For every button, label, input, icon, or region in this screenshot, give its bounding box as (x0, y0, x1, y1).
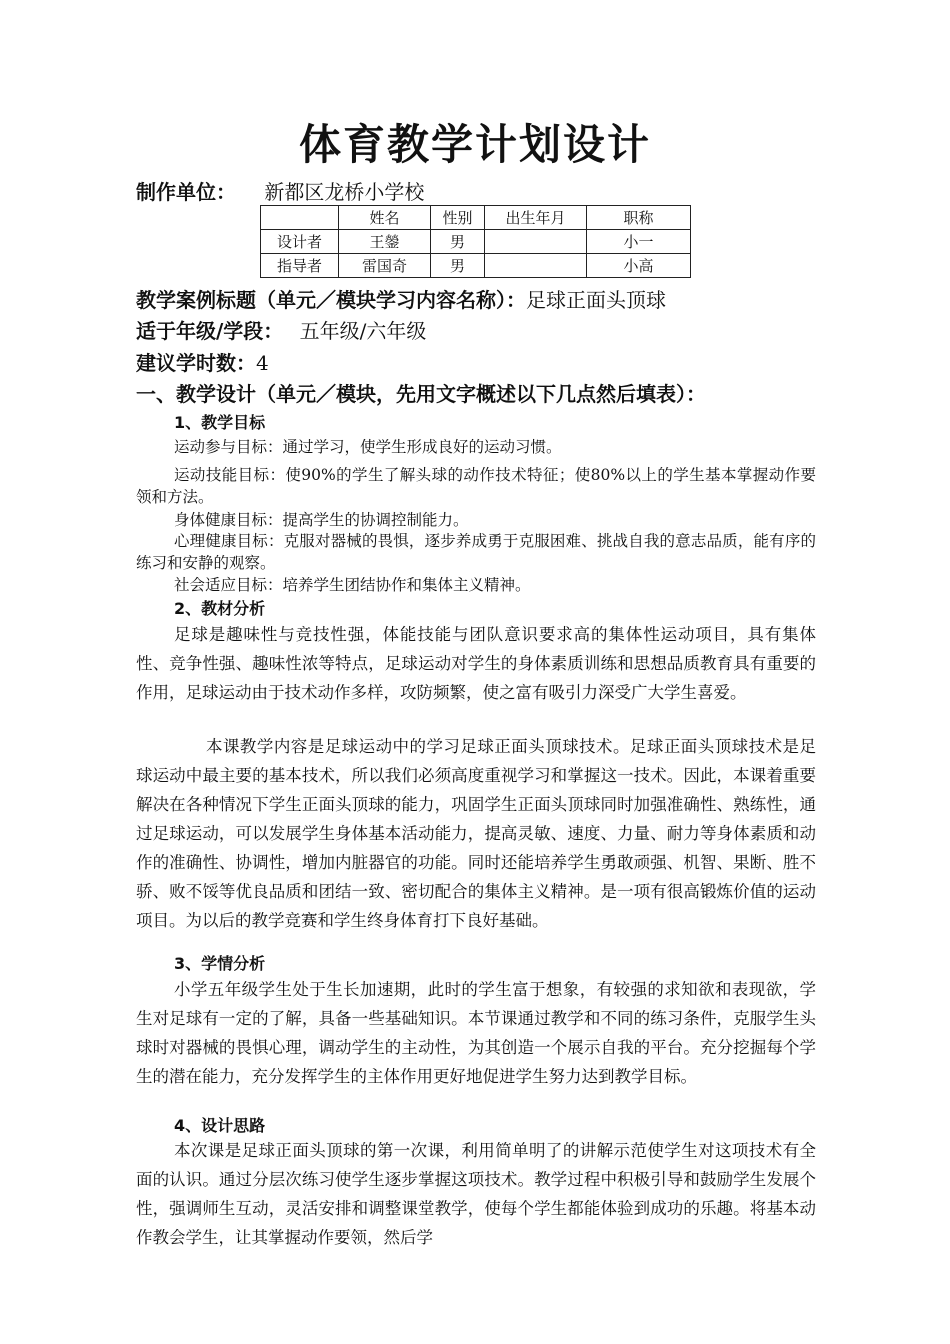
staff-table (260, 205, 691, 278)
section-heading-label: 一、教学设计（单元／模块，先用文字概述以下几点然后填表）： (136, 382, 706, 406)
grade-line (136, 315, 426, 344)
table-header-cell: 姓名 (339, 206, 431, 230)
table-cell: 男 (431, 230, 485, 254)
table-cell: 小高 (587, 254, 691, 278)
table-cell (485, 230, 587, 254)
objective-social: 社会适应目标：培养学生团结协作和集体主义精神。 (174, 576, 531, 594)
case-title-value: 足球正面头顶球 (526, 288, 666, 312)
grade-value: 五年级/六年级 (299, 319, 427, 343)
objective-health: 身体健康目标：提高学生的协调控制能力。 (174, 511, 469, 529)
table-cell: 男 (431, 254, 485, 278)
table-cell: 王鎣 (339, 230, 431, 254)
table-header-row (261, 206, 691, 230)
grade-label: 适于年级/学段： (136, 319, 284, 343)
material-paragraph-2: 本课教学内容是足球运动中的学习足球正面头顶球技术。足球正面头顶球技术是足球运动中最主要的基本技术，所以我们必须高度重视学习和掌握这一技术。因此，本课着重要解决在各种情况下学生正面头顶球的能力，巩固学生正面头顶球同时加强准确性、熟练性，通过足球运动，可以发展学生身体基本活动能力，提高灵敏、速度、力量、耐力等身体素质和动作的准确性、协调性，增加内脏器官的功能。同时还能培养学生勇敢顽强、机智、果断、胜不骄、败不馁等优良品质和团结一致、密切配合的集体主义精神。是一项有很高锻炼价值的运动项目。为以后的教学竞赛和学生终身体育打下良好基础。 (136, 737, 816, 930)
subheading-students: 3、学情分析 (174, 954, 266, 973)
students-paragraph: 小学五年级学生处于生长加速期，此时的学生富于想象，有较强的求知欲和表现欲，学生对足球有一定的了解，具备一些基础知识。本节课通过教学和不同的练习条件，克服学生头球时对器械的畏惧心理，调动学生的主动性，为其创造一个展示自我的平台。充分挖掘每个学生的潜在能力，充分发挥学生的主体作用更好地促进学生努力达到教学目标。 (136, 980, 816, 1086)
case-title-line (136, 284, 666, 313)
table-header-cell: 出生年月 (485, 206, 587, 230)
hours-value: 4 (256, 351, 269, 375)
table-row (261, 254, 691, 278)
design-paragraph: 本次课是足球正面头顶球的第一次课，利用简单明了的讲解示范使学生对这项技术有全面的认识。通过分层次练习使学生逐步掌握这项技术。教学过程中积极引导和鼓励学生发展个性，强调师生互动，灵活安排和调整课堂教学，使每个学生都能体验到成功的乐趣。将基本动作教会学生，让其掌握动作要领，然后学 (136, 1141, 816, 1247)
page-title: 体育教学计划设计 (298, 120, 651, 169)
table-header-cell: 性别 (431, 206, 485, 230)
case-title-label: 教学案例标题（单元／模块学习内容名称）： (136, 288, 526, 312)
table-row (261, 230, 691, 254)
unit-label: 制作单位： (136, 180, 236, 204)
unit-value: 新都区龙桥小学校 (264, 180, 425, 204)
material-paragraph-1: 足球是趣味性与竞技性强，体能技能与团队意识要求高的集体性运动项目，具有集体性、竞争性强、趣味性浓等特点，足球运动对学生的身体素质训练和思想品质教育具有重要的作用，足球运动由于技术动作多样，攻防频繁，使之富有吸引力深受广大学生喜爱。 (136, 625, 816, 702)
subheading-objectives: 1、教学目标 (174, 413, 266, 432)
table-cell: 雷国奇 (339, 254, 431, 278)
hours-label: 建议学时数： (136, 351, 256, 375)
table-cell: 设计者 (261, 230, 339, 254)
unit-line (136, 176, 424, 205)
table-header-cell: 职称 (587, 206, 691, 230)
objective-mental: 心理健康目标：克服对器械的畏惧，逐步养成勇于克服困难、挑战自我的意志品质，能有序的练习和安静的观察。 (136, 532, 816, 572)
table-cell: 指导者 (261, 254, 339, 278)
objective-skill: 运动技能目标：使90%的学生了解头球的动作技术特征；使80%以上的学生基本掌握动作要领和方法。 (136, 466, 816, 506)
table-cell (485, 254, 587, 278)
table-header-cell (261, 206, 339, 230)
hours-line (136, 347, 269, 376)
table-cell: 小一 (587, 230, 691, 254)
objective-participation: 运动参与目标：通过学习，使学生形成良好的运动习惯。 (174, 438, 562, 456)
subheading-design: 4、设计思路 (174, 1116, 266, 1135)
subheading-material: 2、教材分析 (174, 599, 266, 618)
section-heading (136, 378, 706, 407)
